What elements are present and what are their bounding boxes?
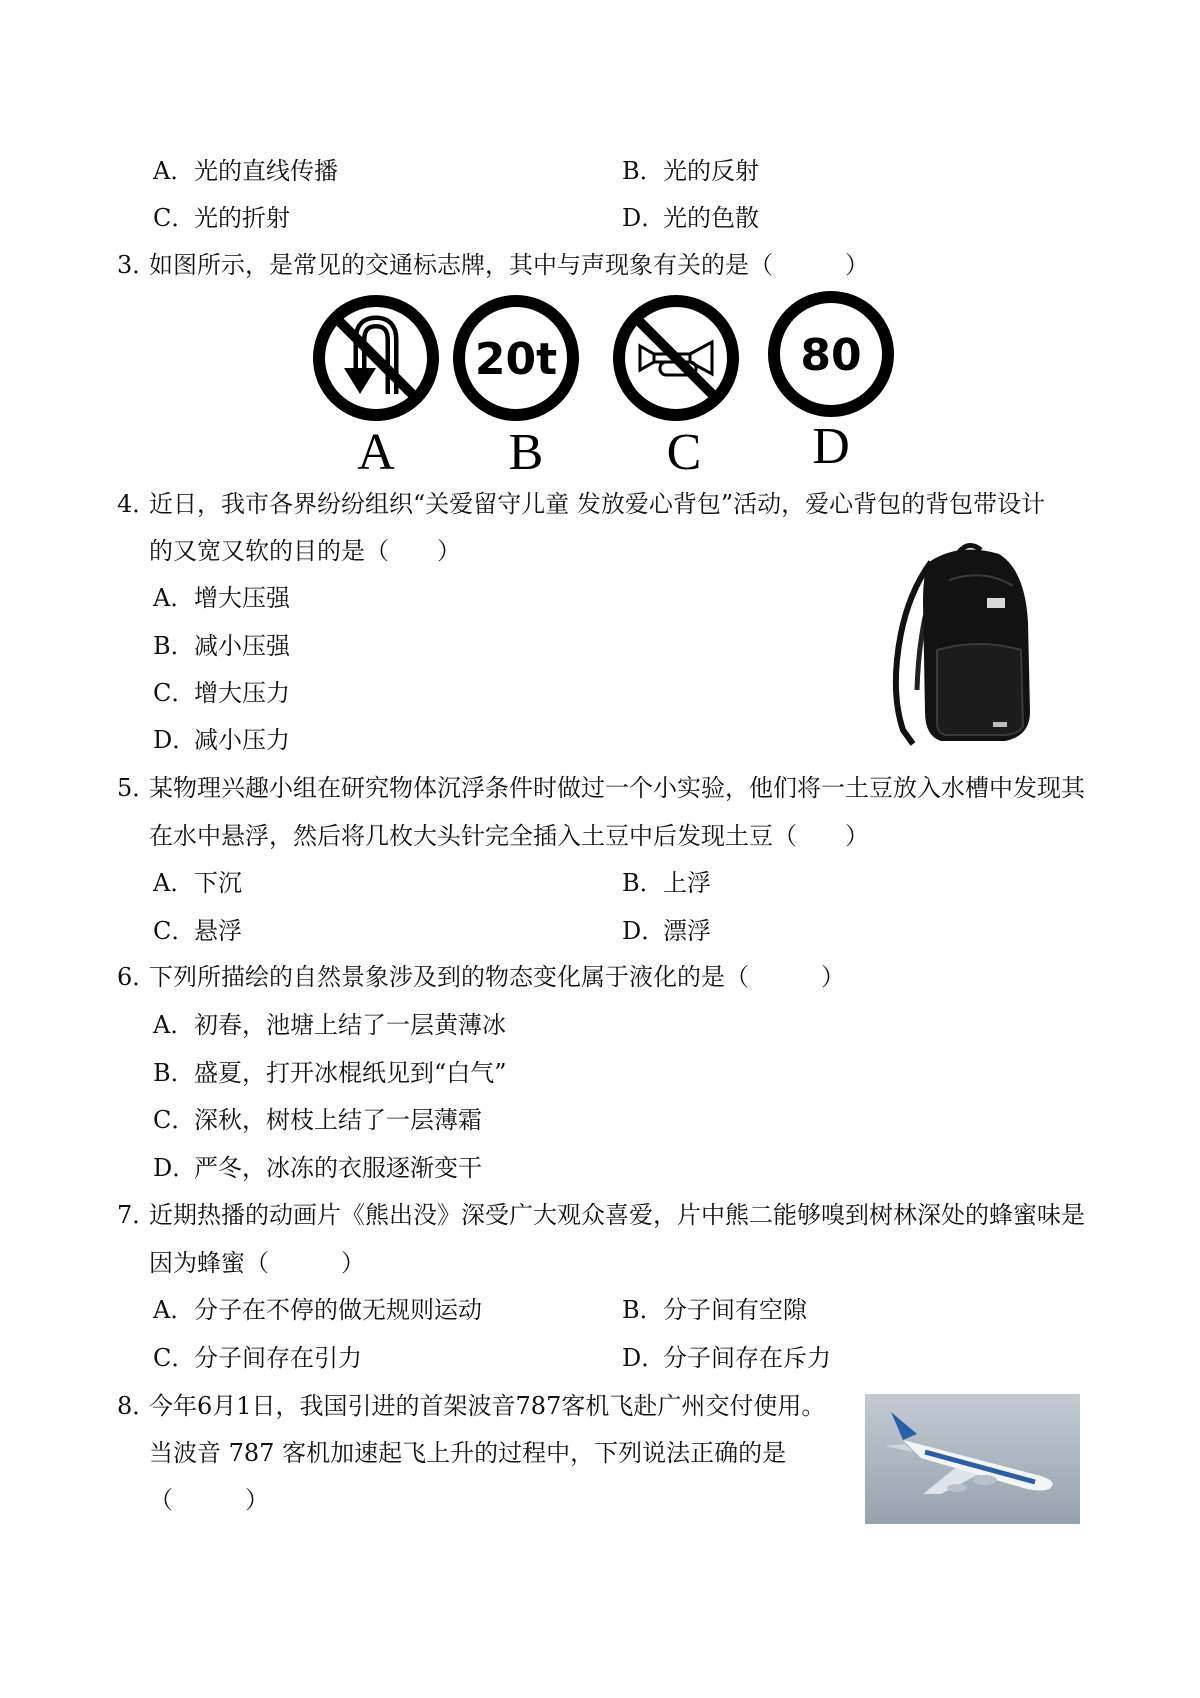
- q5-option-c: [153, 915, 242, 947]
- sign-label-a: A: [357, 424, 395, 480]
- option-text: 光的直线传播: [194, 157, 338, 185]
- q7-option-c: [153, 1342, 362, 1374]
- speed-limit-text: 80: [800, 330, 862, 381]
- option-label: A．: [153, 1296, 195, 1324]
- option-text: 增大压力: [194, 679, 290, 707]
- option-label: C．: [153, 1106, 196, 1134]
- option-label: B．: [153, 632, 195, 660]
- q4-stem-line-1: [117, 488, 1045, 520]
- option-label: C．: [153, 917, 196, 945]
- q7-option-a: [153, 1294, 482, 1326]
- q5-stem-line-2: [149, 820, 869, 852]
- q6-option-c: [153, 1104, 482, 1136]
- question-number: 8．: [117, 1392, 157, 1420]
- option-text: 减小压强: [194, 632, 290, 660]
- q5-option-a: [153, 867, 242, 899]
- question-text: 当波音 787 客机加速起飞上升的过程中，下列说法正确的是: [149, 1439, 787, 1467]
- q4-option-b: [153, 630, 290, 662]
- q2-option-c: [153, 202, 290, 234]
- question-text: 近日，我市各界纷纷组织“关爱留守儿童 发放爱心背包”活动，爱心背包的背包带设计: [149, 490, 1046, 518]
- q7-option-d: [622, 1342, 831, 1374]
- question-number: 5．: [117, 774, 157, 802]
- option-text: 减小压力: [194, 726, 290, 754]
- question-text: 的又宽又软的目的是（ ）: [149, 537, 461, 565]
- q8-stem-line-2: [149, 1437, 786, 1469]
- option-label: B．: [622, 1296, 664, 1324]
- q2-option-d: [622, 202, 759, 234]
- option-label: B．: [622, 157, 664, 185]
- q7-stem-line-1: [117, 1199, 1085, 1231]
- sign-label-b: B: [508, 424, 544, 480]
- no-horn-sign: [619, 301, 733, 415]
- backpack-photo: [889, 540, 1036, 753]
- option-text: 上浮: [663, 869, 711, 897]
- sign-label-c: C: [666, 424, 702, 480]
- q6-option-d: [153, 1152, 482, 1184]
- weight-limit-text: 20t: [474, 334, 558, 385]
- q6-option-b: [153, 1057, 507, 1089]
- option-text: 分子间存在引力: [194, 1344, 362, 1372]
- option-text: 深秋，树枝上结了一层薄霜: [194, 1106, 482, 1134]
- q5-stem-line-1: [117, 772, 1085, 804]
- question-text: （ ）: [149, 1486, 269, 1514]
- option-label: C．: [153, 204, 196, 232]
- q7-option-b: [622, 1294, 807, 1326]
- question-text: 如图所示，是常见的交通标志牌，其中与声现象有关的是（ ）: [149, 251, 869, 279]
- option-label: D．: [622, 204, 666, 232]
- question-number: 7．: [117, 1201, 157, 1229]
- option-text: 初春，池塘上结了一层黄薄冰: [194, 1011, 506, 1039]
- q5-option-b: [622, 867, 711, 899]
- option-text: 下沉: [194, 869, 242, 897]
- option-label: A．: [153, 584, 195, 612]
- airplane-photo: [865, 1394, 1080, 1524]
- q7-stem-line-2: [149, 1247, 365, 1279]
- option-label: D．: [622, 917, 666, 945]
- q4-option-d: [153, 724, 290, 756]
- q8-stem-line-3: [149, 1484, 269, 1516]
- option-label: C．: [153, 1344, 196, 1372]
- weight-limit-sign: [459, 301, 573, 415]
- traffic-signs-figure: [0, 280, 1200, 480]
- q4-stem-line-2: [149, 535, 461, 567]
- question-text: 今年6月1日，我国引进的首架波音787客机飞赴广州交付使用。: [149, 1392, 826, 1420]
- option-label: A．: [153, 1011, 195, 1039]
- question-text: 下列所描绘的自然景象涉及到的物态变化属于液化的是（ ）: [149, 963, 845, 991]
- option-label: D．: [153, 726, 197, 754]
- option-text: 悬浮: [194, 917, 242, 945]
- option-label: D．: [153, 1154, 197, 1182]
- question-number: 6．: [117, 963, 157, 991]
- option-text: 盛夏，打开冰棍纸见到“白气”: [194, 1059, 507, 1087]
- option-label: A．: [153, 157, 195, 185]
- question-number: 3．: [117, 251, 157, 279]
- q6-stem: [117, 961, 845, 993]
- option-text: 增大压强: [194, 584, 290, 612]
- q5-option-d: [622, 915, 711, 947]
- question-text: 在水中悬浮，然后将几枚大头针完全插入土豆中后发现土豆（ ）: [149, 822, 869, 850]
- option-label: A．: [153, 869, 195, 897]
- q4-option-c: [153, 677, 290, 709]
- question-text: 某物理兴趣小组在研究物体沉浮条件时做过一个小实验，他们将一土豆放入水槽中发现其: [149, 774, 1085, 802]
- sign-label-d: D: [812, 418, 850, 475]
- option-label: C．: [153, 679, 196, 707]
- question-text: 近期热播的动画片《熊出没》深受广大观众喜爱，片中熊二能够嗅到树林深处的蜂蜜味是: [149, 1201, 1085, 1229]
- q2-option-a: [153, 155, 338, 187]
- option-label: B．: [153, 1059, 195, 1087]
- option-text: 分子间有空隙: [663, 1296, 807, 1324]
- q2-option-b: [622, 155, 759, 187]
- q3-stem: [117, 249, 869, 281]
- option-text: 光的折射: [194, 204, 290, 232]
- option-label: D．: [622, 1344, 666, 1372]
- option-label: B．: [622, 869, 664, 897]
- question-number: 4．: [117, 490, 157, 518]
- q8-stem-line-1: [117, 1390, 825, 1422]
- no-u-turn-sign: [319, 301, 433, 415]
- option-text: 光的色散: [663, 204, 759, 232]
- option-text: 分子在不停的做无规则运动: [194, 1296, 482, 1324]
- option-text: 漂浮: [663, 917, 711, 945]
- q4-option-a: [153, 582, 290, 614]
- option-text: 光的反射: [663, 157, 759, 185]
- option-text: 严冬，冰冻的衣服逐渐变干: [194, 1154, 482, 1182]
- question-text: 因为蜂蜜（ ）: [149, 1249, 365, 1277]
- q6-option-a: [153, 1009, 506, 1041]
- speed-limit-sign: [774, 297, 888, 411]
- option-text: 分子间存在斥力: [663, 1344, 831, 1372]
